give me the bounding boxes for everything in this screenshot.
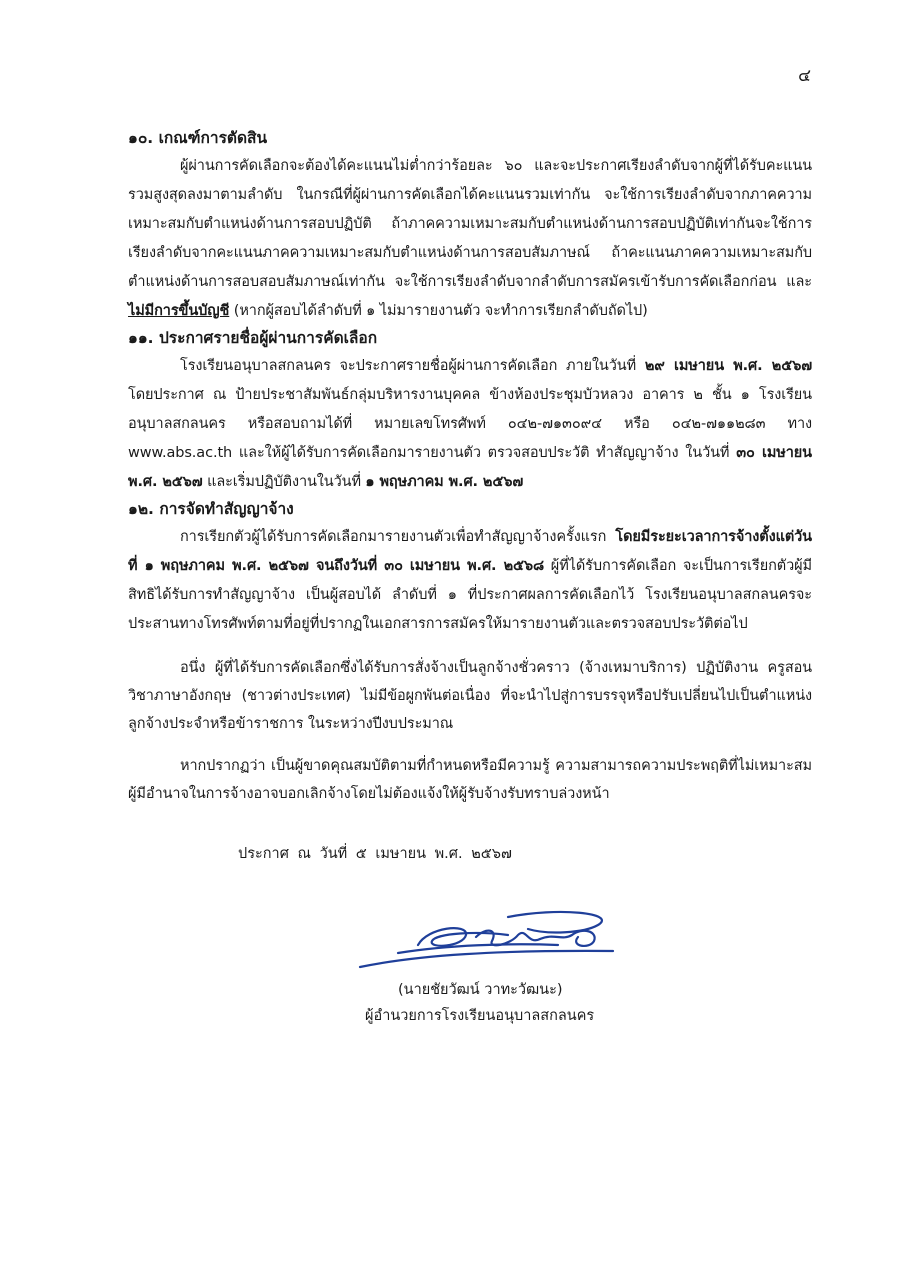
- section-10-text: ผู้ผ่านการคัดเลือกจะต้องได้คะแนนไม่ต่ำกว่าร้อยละ ๖๐ และจะประกาศเรียงลำดับจากผู้ที่ได้รับคะแนนรวมสูงสุดลงมาตามลำดับ ในกรณีที่ผู้ผ่านการคัดเลือกได้คะแนนรวมเท่ากัน จะใช้การเรียงลำดับจากภาคความเหมาะสมกับตำแหน่งด้านการสอบปฏิบัติ ถ้าภาคความเหมาะสมกับตำแหน่งด้านการสอบปฏิบัติเท่ากันจะใช้การเรียงลำดับจากคะแนนภาคความเหมาะสมกับตำแหน่งด้านการสอบสัมภาษณ์ ถ้าคะแนนภาคความเหมาะสมกับตำแหน่งด้านการสอบสอบสัมภาษณ์เท่ากัน จะใช้การเรียงลำดับจากลำดับการสมัครเข้ารับการคัดเลือกก่อน และ: [128, 158, 812, 290]
- section-12-text-c: ผู้ที่ได้รับการคัดเลือก จะเป็นการเรียกตัวผู้มีสิทธิได้รับการทำสัญญาจ้าง เป็นผู้สอบได้ ลำดับที่ ๑ ที่ประกาศผลการคัดเลือกไว้ โรงเรียนอนุบาลสกลนครจะประสานทางโทรศัพท์ตามที่อยู่ที่ปรากฏในเอกสารการสมัครให้มารายงานตัวและตรวจสอบประวัติต่อไป: [128, 558, 812, 632]
- page-number: ๔: [798, 66, 811, 86]
- report-date: ๓๐ เมษายน พ.ศ. ๒๕๖๗: [128, 445, 812, 490]
- section-10-heading: ๑๐. เกณฑ์การตัดสิน: [128, 129, 268, 147]
- section-12-heading: ๑๒. การจัดทำสัญญาจ้าง: [128, 500, 294, 518]
- section-11-text-a: โรงเรียนอนุบาลสกลนคร จะประกาศรายชื่อผู้ผ่านการคัดเลือก ภายในวันที่: [180, 358, 645, 374]
- section-11: [128, 326, 812, 497]
- signatory-name: (นายชัยวัฒน์ วาทะวัฒนะ): [398, 982, 563, 998]
- announce-date: ๒๙ เมษายน พ.ศ. ๒๕๖๗: [644, 358, 813, 374]
- announcement-date-line: ประกาศ ณ วันที่ ๕ เมษายน พ.ศ. ๒๕๖๗: [238, 846, 512, 862]
- section-11-paragraph: [128, 352, 812, 497]
- no-list-emphasis: ไม่มีการขึ้นบัญชี: [128, 303, 230, 319]
- signatory-title: ผู้อำนวยการโรงเรียนอนุบาลสกลนคร: [365, 1008, 595, 1024]
- section-11-heading: ๑๑. ประกาศรายชื่อผู้ผ่านการคัดเลือก: [128, 329, 378, 347]
- section-12-paragraph-1: [128, 523, 812, 639]
- section-12-text-a: การเรียกตัวผู้ได้รับการคัดเลือกมารายงานตัวเพื่อทำสัญญาจ้างครั้งแรก: [180, 529, 616, 545]
- section-10-paragraph: [128, 152, 812, 326]
- section-12: [128, 497, 812, 808]
- signature-image: [358, 905, 620, 975]
- section-12-paragraph-3: หากปรากฏว่า เป็นผู้ขาดคุณสมบัติตามที่กำหนดหรือมีความรู้ ความสามารถความประพฤติที่ไม่เหมาะสม ผู้มีอำนาจในการจ้างอาจบอกเลิกจ้างโดยไม่ต้องแจ้งให้ผู้รับจ้างรับทราบล่วงหน้า: [128, 758, 812, 802]
- section-10: [128, 126, 812, 326]
- employment-period: โดยมีระยะเวลาการจ้างตั้งแต่วันที่ ๑ พฤษภาคม พ.ศ. ๒๕๖๗ จนถึงวันที่ ๓๐ เมษายน พ.ศ. ๒๕๖๘: [128, 529, 812, 574]
- section-11-text-c: โดยประกาศ ณ ป้ายประชาสัมพันธ์กลุ่มบริหารงานบุคคล ข้างห้องประชุมบัวหลวง อาคาร ๒ ชั้น ๑ โรงเรียนอนุบาลสกลนคร หรือสอบถามได้ที่ หมายเลขโทรศัพท์ ๐๔๒-๗๑๓๐๙๔ หรือ ๐๔๒-๗๑๑๒๘๓ ทาง www.abs.ac.th และให้ผู้ได้รับการคัดเลือกมารายงานตัว ตรวจสอบประวัติ ทำสัญญาจ้าง ในวันที่: [128, 387, 812, 461]
- section-10-tail: (หากผู้สอบได้ลำดับที่ ๑ ไม่มารายงานตัว จะทำการเรียกลำดับถัดไป): [229, 303, 648, 319]
- section-11-text-e: และเริ่มปฏิบัติงานในวันที่: [202, 474, 366, 490]
- start-date: ๑ พฤษภาคม พ.ศ. ๒๕๖๗: [365, 474, 524, 490]
- section-12-paragraph-2: อนึ่ง ผู้ที่ได้รับการคัดเลือกซึ่งได้รับการสั่งจ้างเป็นลูกจ้างชั่วคราว (จ้างเหมาบริการ) ปฏิบัติงาน ครูสอนวิชาภาษาอังกฤษ (ชาวต่างประเทศ) ไม่มีข้อผูกพันต่อเนื่อง ที่จะนำไปสู่การบรรจุหรือปรับเปลี่ยนไปเป็นตำแหน่งลูกจ้างประจำหรือข้าราชการ ในระหว่างปีงบประมาณ: [128, 660, 812, 732]
